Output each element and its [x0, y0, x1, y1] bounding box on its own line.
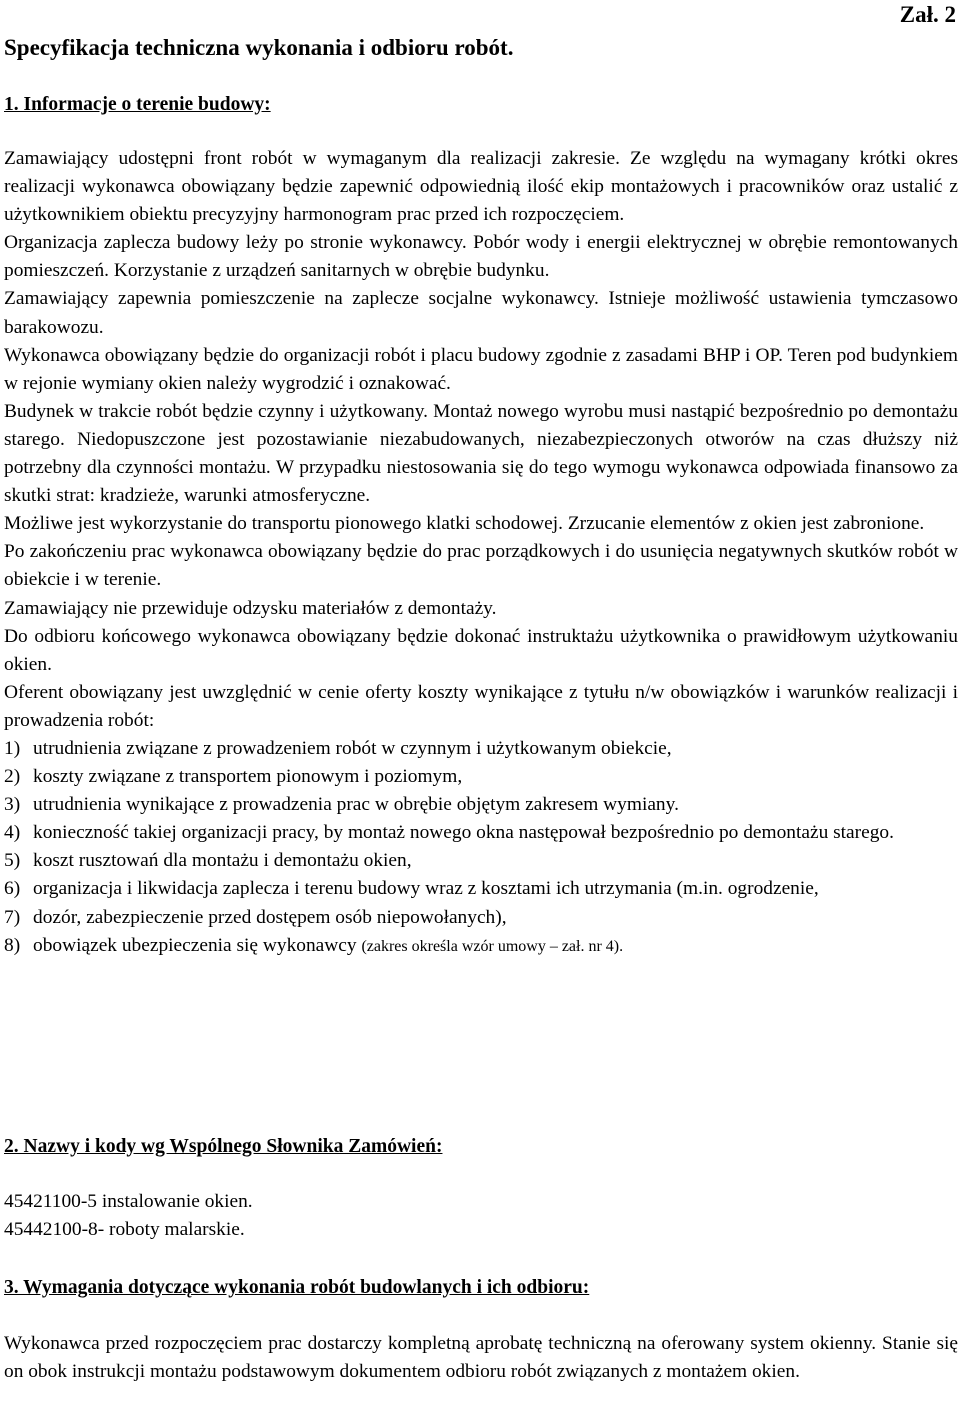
- list-item: [4, 819, 958, 847]
- list-item-note: (zakres określa wzór umowy – zał. nr 4).: [361, 937, 624, 955]
- cpv-code-line: 45442100-8- roboty malarskie.: [4, 1219, 245, 1241]
- list-item-text: obowiązek ubezpieczenia się wykonawcy: [33, 934, 357, 956]
- section-3-body: [4, 1330, 958, 1386]
- list-item: [4, 875, 958, 903]
- list-item-text: utrudnienia związane z prowadzeniem robót w czynnym i użytkowanym obiekcie,: [33, 737, 672, 759]
- paragraph: Oferent obowiązany jest uwzględnić w cenie oferty koszty wynikające z tytułu n/w obowiązków i warunków realizacji i prowadzenia robót:: [4, 681, 958, 731]
- list-item-text: dozór, zabezpieczenie przed dostępem osób niepowołanych),: [33, 906, 507, 928]
- attachment-label: Zał. 2: [899, 2, 956, 27]
- list-item-number: 8): [4, 934, 21, 956]
- list-item: [4, 791, 958, 819]
- cpv-codes: [4, 1188, 958, 1244]
- list-item-number: 7): [4, 906, 21, 928]
- paragraph: Zamawiający zapewnia pomieszczenie na zaplecze socjalne wykonawcy. Istnieje możliwość ustawienia tymczasowo barakowozu.: [4, 288, 958, 338]
- paragraph: Po zakończeniu prac wykonawca obowiązany będzie do prac porządkowych i do usunięcia negatywnych skutków robót w obiekcie i w terenie.: [4, 541, 958, 591]
- list-item-text: organizacja i likwidacja zaplecza i terenu budowy wraz z kosztami ich utrzymania (m.in. ogrodzenie,: [33, 878, 819, 900]
- cost-obligations-list: [4, 735, 958, 961]
- list-item-number: 1): [4, 737, 21, 759]
- list-item-number: 3): [4, 794, 21, 816]
- paragraph: Budynek w trakcie robót będzie czynny i użytkowany. Montaż nowego wyrobu musi nastąpić bezpośrednio po demontażu starego. Niedopuszczone jest pozostawianie niezabudowanych, niezabezpieczonych otworów na czas dłuższy niż potrzebny dla czynności montażu. W przypadku niestosowania się do tego wymogu wykonawca odpowiada finansowo za skutki strat: kradzieże, warunki atmosferyczne.: [4, 400, 958, 507]
- list-item-number: 6): [4, 878, 21, 900]
- paragraph: Wykonawca przed rozpoczęciem prac dostarczy kompletną aprobatę techniczną na oferowany system okienny. Stanie się on obok instrukcji montażu podstawowym dokumentem odbioru robót związanych z montażem okien.: [4, 1333, 958, 1383]
- paragraph: Do odbioru końcowego wykonawca obowiązany będzie dokonać instruktażu użytkownika o prawidłowym użytkowaniu okien.: [4, 625, 958, 675]
- list-item: [4, 932, 958, 961]
- list-item-text: konieczność takiej organizacji pracy, by montaż nowego okna następował bezpośrednio po demontażu starego.: [33, 822, 894, 844]
- cpv-code-line: 45421100-5 instalowanie okien.: [4, 1191, 253, 1212]
- list-item: [4, 735, 958, 763]
- paragraph: Zamawiający udostępni front robót w wymaganym dla realizacji zakresie. Ze względu na wymagany krótki okres realizacji wykonawca obowiązany będzie zapewnić odpowiednią ilość ekip montażowych i pracowników oraz ustalić z użytkownikiem obiektu precyzyjny harmonogram prac przed ich rozpoczęciem.: [4, 148, 958, 226]
- list-item: [4, 904, 958, 932]
- paragraph: Zamawiający nie przewiduje odzysku materiałów z demontaży.: [4, 597, 497, 619]
- section-3-heading: 3. Wymagania dotyczące wykonania robót budowlanych i ich odbioru:: [4, 1277, 590, 1298]
- list-item-number: 4): [4, 822, 21, 844]
- list-item: [4, 847, 958, 875]
- list-item: [4, 763, 958, 791]
- list-item-number: 2): [4, 766, 21, 788]
- paragraph: Organizacja zaplecza budowy leży po stronie wykonawcy. Pobór wody i energii elektrycznej w obrębie remontowanych pomieszczeń. Korzystanie z urządzeń sanitarnych w obrębie budynku.: [4, 232, 958, 282]
- list-item-text: koszt rusztowań dla montażu i demontażu okien,: [33, 850, 412, 872]
- section-1-heading: 1. Informacje o terenie budowy:: [4, 94, 271, 115]
- section-1-body: [4, 145, 958, 961]
- list-item-text: koszty związane z transportem pionowym i poziomym,: [33, 766, 463, 788]
- paragraph: Możliwe jest wykorzystanie do transportu pionowego klatki schodowej. Zrzucanie elementów z okien jest zabronione.: [4, 513, 925, 535]
- list-item-number: 5): [4, 850, 21, 872]
- section-2-heading: 2. Nazwy i kody wg Wspólnego Słownika Zamówień:: [4, 1136, 443, 1157]
- document-title: Specyfikacja techniczna wykonania i odbioru robót.: [4, 35, 514, 60]
- list-item-text: utrudnienia wynikające z prowadzenia prac w obrębie objętym zakresem wymiany.: [33, 794, 679, 816]
- paragraph: Wykonawca obowiązany będzie do organizacji robót i placu budowy zgodnie z zasadami BHP i OP. Teren pod budynkiem w rejonie wymiany okien należy wygrodzić i oznakować.: [4, 344, 958, 394]
